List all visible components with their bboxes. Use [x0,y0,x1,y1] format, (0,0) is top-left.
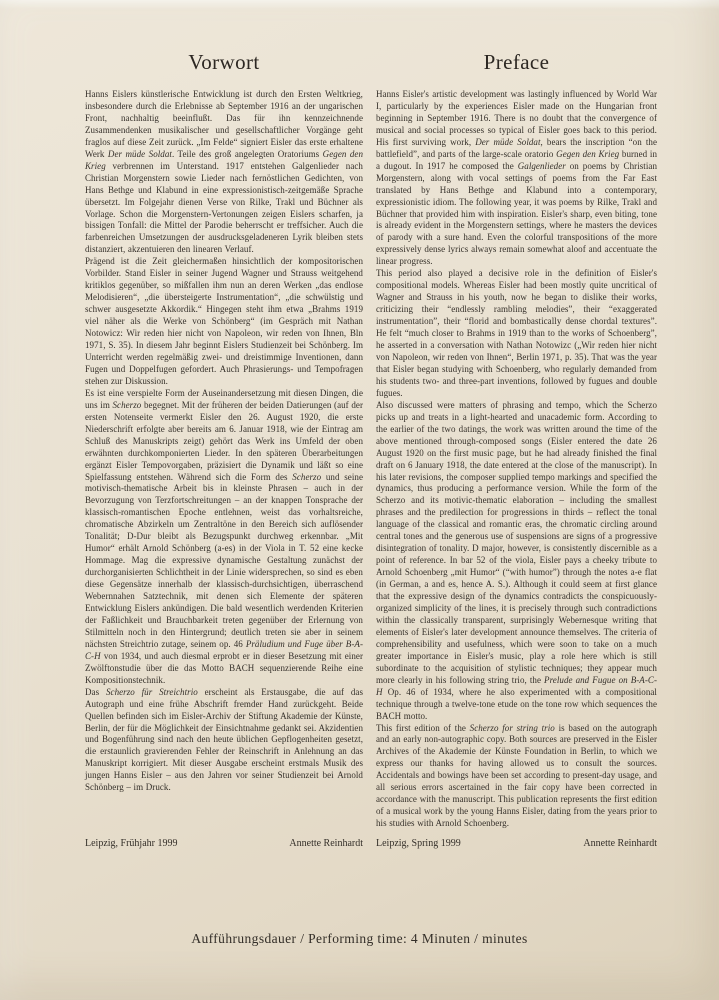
signature-place-date: Leipzig, Spring 1999 [376,838,461,849]
signature-author: Annette Reinhardt [583,838,657,849]
paragraph: This first edition of the Scherzo for string trio is based on the autograph and an early non-autographic copy. Both sources are preserved in the Eisler Archives of the Akademie der Künste Foundation in Berlin, to which we express our thanks for having allowed us to consult the sources. Accidentals and bowings have been set according to present-day usage, and all serious errors ascertained in the fair copy have been corrected in accordance with the manuscript. This publication represents the first edition of a musical work by the young Hanns Eisler, dating from the years prior to his studies with Arnold Schoenberg. [376,722,657,829]
paragraph: This period also played a decisive role in the definition of Eisler's compositional models. Whereas Eisler had been mostly quite uncritical of Wagner and Strauss in his youth, now he began to dislike their works, criticizing their “endlessly rambling melodies”, their “exaggerated instrumentation”, their “florid and bombastically dense chordal textures”. He felt “much closer to Brahms in 1919 than to the works of Schoenberg”, he asserted in a conversation with Nathan Notowizc („Wir reden hier nicht von Napoleon, wir reden von Ihnen“, Berlin 1971, p. 35). That was the year that Eisler began studying with Schoenberg, who regularly demanded from his students two- and three-part inventions, followed by fugues and double fugues. [376,268,657,398]
paragraph: Es ist eine verspielte Form der Auseinandersetzung mit diesen Dingen, die uns im Scherzo begegnet. Mit der früheren der beiden Datierungen (auf der ersten Notenseite vermerkt Eisler den 26. August 1920, die erste Niederschrift erfolgte aber bereits am 6. Januar 1918, wie der Eintrag am Schluß des Manuskripts zeigt) gehört das Werk ins Umfeld der oben erwähnten durchkomponierten Lieder. In den späteren Überarbeitungen ergänzt Eisler Tempovorgaben, präzisiert die Dynamik und läßt so eine Spielfassung entstehen. Während sich die Form des Scherzo und seine motivisch-thematische Arbeit bis in kleinste Phrasen – auch in der Bevorzugung von Terzfortschreitungen – an der knappen Tonsprache der klassisch-romantischen Epoche entlehnen, weist das vorhaltsreiche, chromatische Abzirkeln um Zentraltöne in den Bereich sich auflösender Tonalität; D-Dur bleibt als Bezugspunkt durchweg erkennbar. „Mit Humor“ erhält Arnold Schönberg (a-es) in der Viola in T. 52 eine kecke Hommage. Mag die expressive dynamische Gestaltung zunächst der durchorganisierten Schlichtheit in der Linie widersprechen, so sind es eben diese Gegensätze innerhalb der klassisch-durchsichtigen, überraschend Webernnahen Satztechnik, mit denen sich Elemente der späteren Entwicklung Eislers ankündigen. Die bald wesentlich werdenden Kriterien der Faßlichkeit und Brauchbarkeit treten gegenüber der Erlernung von Stilmitteln noch in den Hintergrund; deutlich treten sie aber in seinem nächsten Streichtrio zutage, seinem op. 46 Präludium und Fuge über B-A-C-H von 1934, und auch diesmal erprobt er in dieser Besetzung mit einer Zwölftonstudie über die das Motto BACH sequenzierende Reihe eine Kompositionstechnik. [85,387,364,685]
english-preface-text [376,89,657,830]
vorwort-title: Vorwort [188,50,260,74]
paragraph: Hanns Eislers künstlerische Entwicklung ist durch den Ersten Weltkrieg, insbesondere durch die Erlebnisse ab September 1916 an der ungarischen Front, nachhaltig beeinflußt. Das für ihn kennzeichnende Zusammendenken musikalischer und gesellschaftlicher Vorgänge geht fraglos auf diese Zeit zurück. „Im Felde“ signiert Eisler das erste erhaltene Werk Der müde Soldat. Teile des groß angelegten Oratoriums Gegen den Krieg verbrennen im Unterstand. 1917 entstehen Galgenlieder nach Christian Morgenstern sowie Lieder nach fernöstlichen Gedichten, von Hans Bethge und Klabund in eine expressionistisch-zeitgemäße Sprache übersetzt. Im Folgejahr dienen Verse von Rilke, Trakl und Büchner als Vorlage. Schon die Morgenstern-Vertonungen zeigen Eislers scharfen, ja bissigen Tonfall: die Mittel der Parodie beherrscht er treffsicher. Auch die farbenreichen Umsetzungen der ausdrucksgeladeneren Lyrik bleiben stets distanziert, akzentuieren den linearen Verlauf. [85,89,363,255]
german-column [85,50,363,794]
paragraph: Das Scherzo für Streichtrio erscheint als Erstausgabe, die auf das Autograph und eine frühe Abschrift fremder Hand zurückgeht. Beide Quellen befinden sich im Eisler-Archiv der Stiftung Akademie der Künste, Berlin, der für die Möglichkeit der Einsichtnahme gedankt sei. Akzidentien und Bogenführung sind nach den heute üblichen Gepflogenheiten gesetzt, die erstaunlich gravierenden Fehler der Reinschrift in Anlehnung an das Manuskript korrigiert. Mit dieser Ausgabe erscheint erstmals Musik des jungen Hanns Eisler – aus den Jahren vor seiner Studienzeit bei Arnold Schönberg – im Druck. [85,686,363,793]
performing-time-note: Aufführungsdauer / Performing time: 4 Minuten / minutes [191,931,528,946]
scan-page-edge [0,0,719,9]
english-column [376,50,657,830]
english-signature-row [376,838,657,849]
german-signature-row [85,838,363,849]
signature-place-date: Leipzig, Frühjahr 1999 [85,838,178,849]
paragraph: Hanns Eisler's artistic development was lastingly influenced by World War I, particularly by the experiences Eisler made on the Hungarian front beginning in September 1916. There is no doubt that the convergence of musical and social processes so typical of Eisler goes back to this period. His first surviving work, Der müde Soldat, bears the inscription “on the battlefield”, and parts of the large-scale oratorio Gegen den Krieg burned in a dugout. In 1917 he composed the Galgenlieder on poems by Christian Morgenstern, along with vocal settings of poems from the Far East translated by Hans Bethge and Klabund into a contemporary, expressionistic idiom. The following year, it was poems by Rilke, Trakl and Büchner that provided him with inspiration. Eisler's sharp, even biting, tone is already evident in the Morgenstern settings, where he masters the devices of parody with a sure hand. Even the colorful transpositions of the more expressively dense lyrics always remain somewhat aloof and accentuate the linear progress. [376,89,658,267]
paragraph: Prägend ist die Zeit gleichermaßen hinsichtlich der kompositorischen Vorbilder. Stand Eisler in seiner Jugend Wagner und Strauss weitgehend kritiklos gegenüber, so mißfallen ihm nun an deren Werken „das endlose Melodisieren“, „die übersteigerte Instrumentation“, „die schwülstig und schwer ausgesetzte Akkordik.“ Hingegen steht ihm etwa „Brahms 1919 viel näher als die Werke von Schönberg“ (im Gespräch mit Nathan Notowicz: Wir reden hier nicht von Napoleon, wir reden von Ihnen, Bln 1971, S. 35). In diesem Jahr beginnt Eislers Studienzeit bei Schönberg. Im Unterricht werden regelmäßig zwei- und dreistimmige Inventionen, dann Fugen und Doppelfugen gefordert. Auch Phrasierungs- und Tempofragen stehen zur Diskussion. [85,256,363,386]
signature-author: Annette Reinhardt [289,838,363,849]
german-preface-text [85,89,363,794]
preface-title: Preface [483,50,550,74]
paragraph: Also discussed were matters of phrasing and tempo, which the Scherzo picks up and treats in a light-hearted and unacademic form. According to the earlier of the two datings, the work was written around the time of the above mentioned through-composed songs (Eisler entered the date 26 August 1920 on the first music page, but he had already finished the final draft on 6 January 1918, the date entered at the close of the manuscript). In his later revisions, the composer supplied tempo markings and specified the dynamics, thus producing a performance version. While the form of the Scherzo and its motivic-thematic elaboration – including the smallest phrases and the predilection for progressions in thirds – reflect the tonal language of the classical and romantic eras, the chromatic circling around central tones and the generous use of suspensions are signs of a progressive disintegration of tonality. D major, however, is consistently discernible as a point of reference. In bar 52 of the viola, Eisler pays a cheeky tribute to Arnold Schoenberg „mit Humor“ (“with humor”) through the notes a-e flat (in German, a and es, hence A. S.). Although it could seem at first glance that the expressive design of the dynamics contradicts the conspicuously-organized simplicity of the lines, it is precisely through such contradictions within the classically transparent, surprisingly Webernesque writing that elements of Eisler's later development announce themselves. The criteria of comprehensibility and usefulness, which were soon to take on a much greater importance in Eisler's music, play a role here which is still subordinate to the acquisition of stylistic techniques; they appear much more clearly in his following string trio, the Prelude and Fugue on B-A-C-H Op. 46 of 1934, where he also experimented with a compositional technique through a twelve-tone etude on the tone row which sequences the BACH motto. [376,399,657,721]
